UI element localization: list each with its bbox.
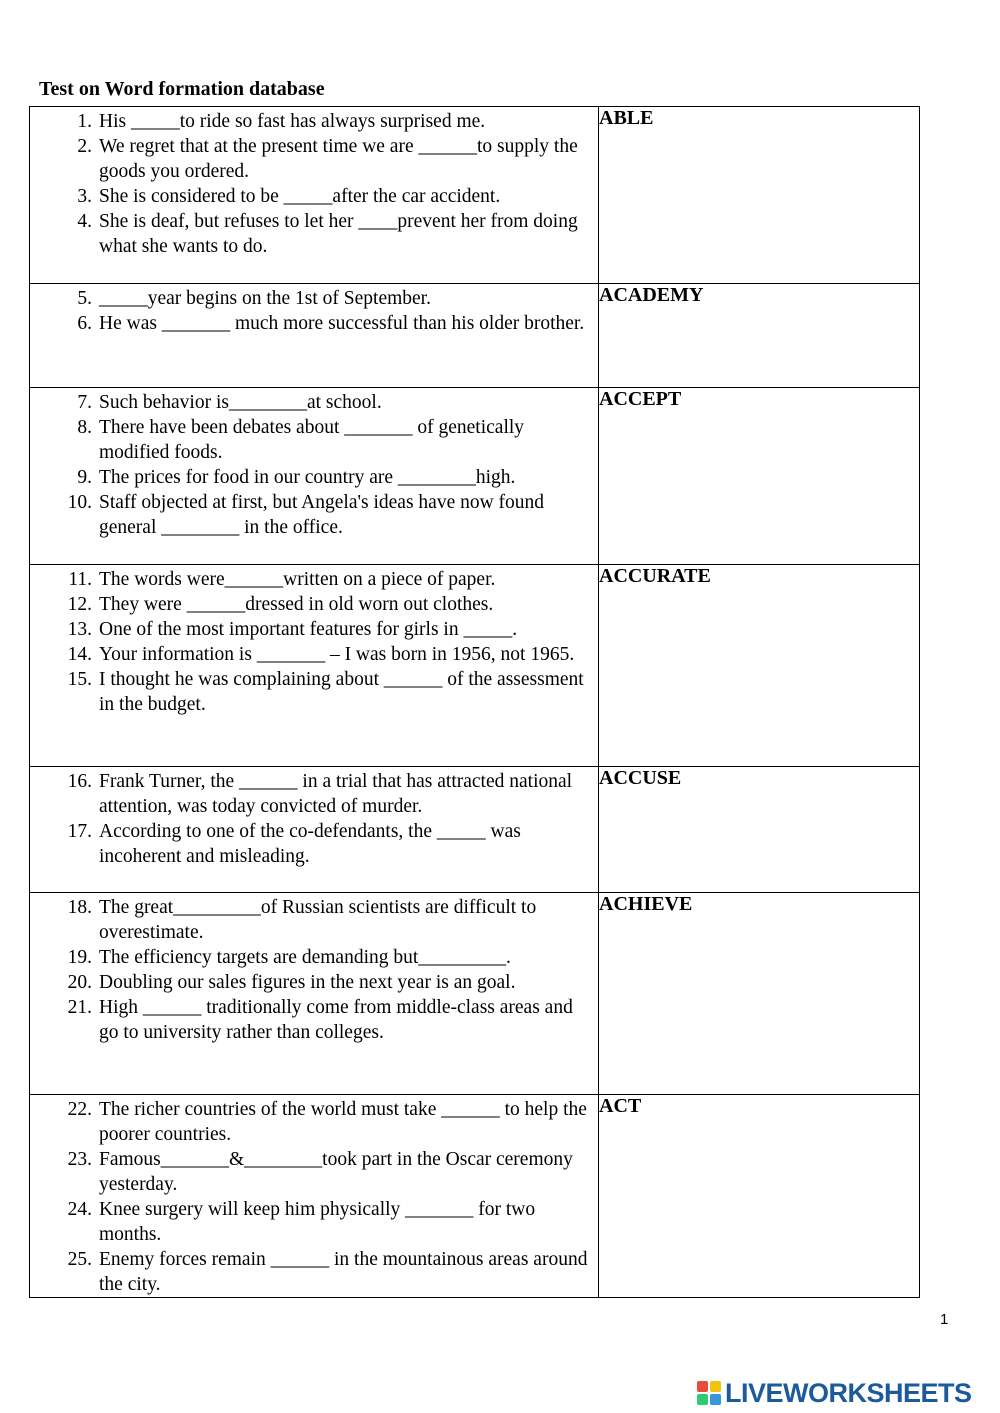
question-list — [30, 388, 598, 540]
question-item — [30, 415, 598, 465]
question-group — [30, 1095, 920, 1298]
question-text: The efficiency targets are demanding but_________. — [99, 947, 511, 968]
question-group — [30, 107, 920, 284]
question-number: 22. — [67, 1099, 92, 1120]
question-item — [30, 134, 598, 184]
question-number: 14. — [67, 644, 92, 665]
brand-text: LIVEWORKSHEETS — [725, 1377, 972, 1408]
question-number: 4. — [77, 211, 92, 232]
question-number: 3. — [77, 186, 92, 207]
question-list — [30, 107, 598, 259]
question-list — [30, 893, 598, 1045]
question-text: The great_________of Russian scientists are difficult to overestimate. — [99, 897, 537, 943]
question-item — [30, 567, 598, 592]
root-word: ABLE — [599, 107, 920, 284]
word-formation-table — [29, 106, 920, 1298]
question-group — [30, 565, 920, 767]
question-number: 24. — [67, 1199, 92, 1220]
question-text: They were ______dressed in old worn out clothes. — [99, 594, 494, 615]
question-number: 1. — [77, 111, 92, 132]
question-item — [30, 667, 598, 717]
question-number: 12. — [67, 594, 92, 615]
question-text: Enemy forces remain ______ in the mountainous areas around the city. — [99, 1249, 588, 1295]
question-text: I thought he was complaining about ______ of the assessment in the budget. — [99, 669, 584, 715]
question-number: 16. — [67, 771, 92, 792]
question-item — [30, 490, 598, 540]
questions-cell — [30, 767, 599, 893]
question-item — [30, 995, 598, 1045]
question-list — [30, 284, 598, 336]
question-text: His _____to ride so fast has always surprised me. — [99, 111, 486, 132]
question-item — [30, 390, 598, 415]
question-item — [30, 970, 598, 995]
question-number: 11. — [68, 569, 92, 590]
question-number: 17. — [67, 821, 92, 842]
question-text: The words were______written on a piece of paper. — [99, 569, 496, 590]
question-number: 13. — [67, 619, 92, 640]
question-number: 15. — [67, 669, 92, 690]
root-word: ACCEPT — [599, 388, 920, 565]
question-item — [30, 1247, 598, 1297]
question-group — [30, 893, 920, 1095]
question-item — [30, 184, 598, 209]
question-item — [30, 769, 598, 819]
question-text: The prices for food in our country are ________high. — [99, 467, 516, 488]
question-text: Doubling our sales figures in the next year is an goal. — [99, 972, 516, 993]
questions-cell — [30, 565, 599, 767]
root-word: ACHIEVE — [599, 893, 920, 1095]
question-item — [30, 109, 598, 134]
liveworksheets-logo-icon — [697, 1381, 721, 1405]
question-text: She is deaf, but refuses to let her ____prevent her from doing what she wants to do. — [99, 211, 578, 257]
question-item — [30, 1097, 598, 1147]
root-word: ACT — [599, 1095, 920, 1298]
question-number: 21. — [67, 997, 92, 1018]
question-text: Such behavior is________at school. — [99, 392, 382, 413]
question-text: He was _______ much more successful than his older brother. — [99, 313, 585, 334]
question-text: There have been debates about _______ of genetically modified foods. — [99, 417, 525, 463]
question-item — [30, 642, 598, 667]
question-text: The richer countries of the world must take ______ to help the poorer countries. — [99, 1099, 587, 1145]
question-number: 6. — [77, 313, 92, 334]
question-text: Famous_______&________took part in the Oscar ceremony yesterday. — [99, 1149, 573, 1195]
questions-cell — [30, 1095, 599, 1298]
question-text: Your information is _______ – I was born in 1956, not 1965. — [99, 644, 575, 665]
question-number: 18. — [67, 897, 92, 918]
question-text: One of the most important features for girls in _____. — [99, 619, 518, 640]
questions-cell — [30, 388, 599, 565]
question-group — [30, 284, 920, 388]
page-number: 1 — [940, 1311, 949, 1328]
question-text: _____year begins on the 1st of September. — [99, 288, 431, 309]
root-word: ACADEMY — [599, 284, 920, 388]
question-number: 7. — [77, 392, 92, 413]
question-item — [30, 209, 598, 259]
root-word: ACCURATE — [599, 565, 920, 767]
question-number: 5. — [77, 288, 92, 309]
page-title: Test on Word formation database — [39, 78, 325, 100]
questions-cell — [30, 893, 599, 1095]
question-item — [30, 1197, 598, 1247]
question-text: According to one of the co-defendants, the _____ was incoherent and misleading. — [99, 821, 521, 867]
question-number: 10. — [67, 492, 92, 513]
question-item — [30, 286, 598, 311]
question-group — [30, 767, 920, 893]
question-list — [30, 1095, 598, 1297]
question-number: 9. — [77, 467, 92, 488]
question-text: High ______ traditionally come from middle-class areas and go to university rather than colleges. — [99, 997, 573, 1043]
questions-cell — [30, 107, 599, 284]
question-item — [30, 819, 598, 869]
question-item — [30, 465, 598, 490]
question-text: Knee surgery will keep him physically _______ for two months. — [99, 1199, 536, 1245]
question-list — [30, 565, 598, 717]
question-text: Staff objected at first, but Angela's ideas have now found general ________ in the office. — [99, 492, 545, 538]
question-number: 23. — [67, 1149, 92, 1170]
question-item — [30, 617, 598, 642]
question-item — [30, 1147, 598, 1197]
question-text: Frank Turner, the ______ in a trial that has attracted national attention, was today convicted of murder. — [99, 771, 573, 817]
question-number: 19. — [67, 947, 92, 968]
root-word: ACCUSE — [599, 767, 920, 893]
question-number: 8. — [77, 417, 92, 438]
question-item — [30, 592, 598, 617]
question-text: We regret that at the present time we are ______to supply the goods you ordered. — [99, 136, 578, 182]
question-item — [30, 311, 598, 336]
question-number: 20. — [67, 972, 92, 993]
question-item — [30, 945, 598, 970]
question-list — [30, 767, 598, 869]
liveworksheets-brand[interactable] — [697, 1377, 972, 1409]
question-text: She is considered to be _____after the car accident. — [99, 186, 501, 207]
questions-cell — [30, 284, 599, 388]
question-number: 25. — [67, 1249, 92, 1270]
question-group — [30, 388, 920, 565]
question-item — [30, 895, 598, 945]
question-number: 2. — [77, 136, 92, 157]
